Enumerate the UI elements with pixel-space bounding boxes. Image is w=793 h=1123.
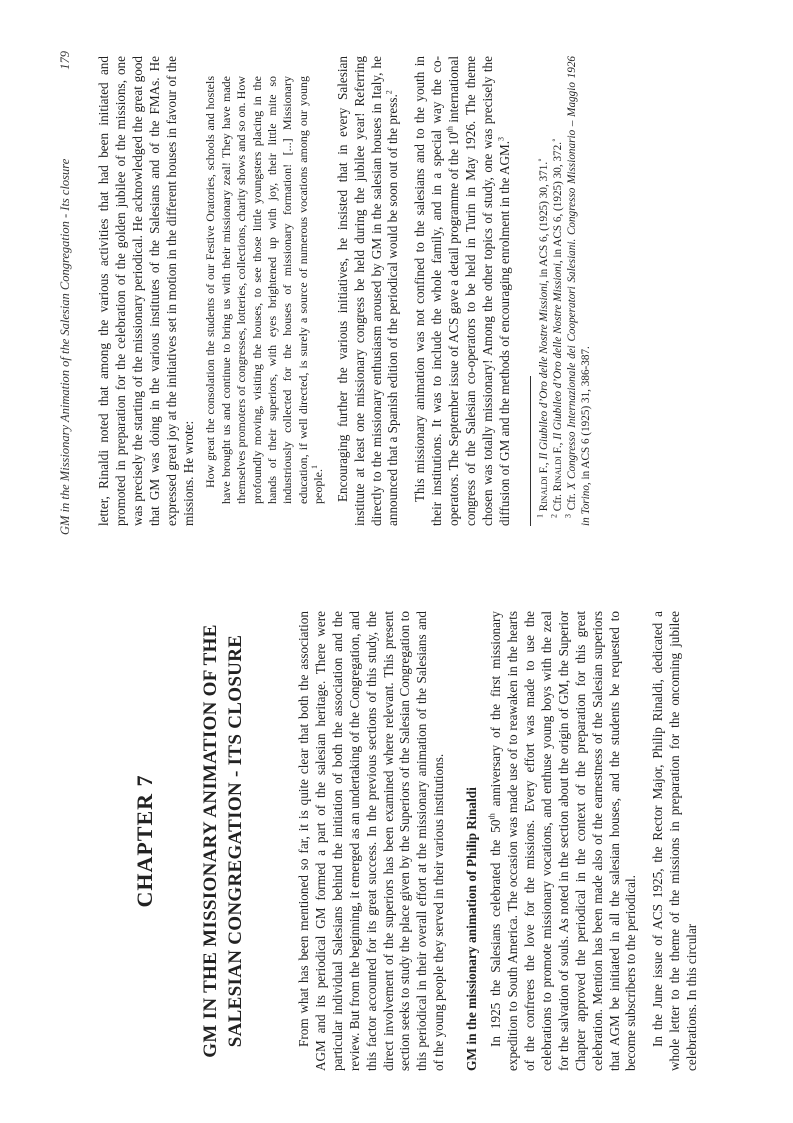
left-column xyxy=(60,611,701,1071)
footnote-3-prefix: Cfr. xyxy=(565,489,578,511)
chapter-title xyxy=(198,611,248,1071)
jubilee-sup: th xyxy=(487,813,497,820)
cooperators-footnote-ref: 3 xyxy=(496,136,506,141)
footnote-rule xyxy=(530,376,531,526)
footnote-3-num: 3 xyxy=(563,514,573,518)
quote-text: How great the consolation the students of our Festive Oratories, schools and hostels have brought us and continue to bring us with their missionary zeal! They have made themselves promoters of congresses, lotteries, collections, charity shows and so on. How profoundly moving, visiting the houses, to see those little youngsters placing in the hands of their superiors, with eyes brightened up with joy, their little mite so industriously collected for the houses of missionary formation! [...] Missionary education, if well directed, is surely a source of numerous vocations among our young people. xyxy=(203,76,326,504)
block-quote xyxy=(203,76,326,504)
footnote-2-title: Il Giubileo d’Oro delle Nostre Missioni xyxy=(551,263,564,440)
running-head-title: GM in the Missionary Animation of the Salesian Congregation - Its closure xyxy=(58,158,72,535)
footnote-3-title: X Congresso Internazionale dei Cooperatori Salesiani. Congresso Missionario – Maggio 1926 in Torino xyxy=(565,55,592,526)
footnote-2 xyxy=(551,56,565,526)
jubilee-text-b: anniversary of the first missionary expedition to South America. The occasion was made use of to reawaken in the hearts of the confreres the love for the missions. Every effort was made to use the celebrations to promote missionary vocations, and enthuse young boys with the zeal for the salvation of souls. As noted in the section about the origin of GM, the Superior Chapter approved the periodical in the context of the preparation for this great celebration. Mention has been made also of the earnestness of the Salesian superiors that AGM be initiated in all the salesian houses, and the students be requested to become subscribers to the periodical. xyxy=(488,611,639,1071)
chapter-title-line1: GM IN THE MISSIONARY ANIMATION OF THE xyxy=(200,624,221,1058)
encouraging-paragraph xyxy=(335,56,403,526)
footnote-1 xyxy=(537,56,551,526)
cooperators-sup: th xyxy=(445,126,455,133)
footnote-1-rest: , in ACS 6, (1925) 30, 371. xyxy=(537,161,550,284)
footnote-2-end: ˚ xyxy=(551,138,564,142)
page-number: 179 xyxy=(58,51,72,70)
footnote-1-title: Il Giubileo d’Oro delle Nostre Missioni xyxy=(537,283,550,460)
running-head xyxy=(58,51,73,535)
footnote-3 xyxy=(565,56,593,526)
cooperators-paragraph xyxy=(412,56,513,526)
footnote-2-rest: , in ACS 6, (1925) 30, 372. xyxy=(551,141,564,264)
chapter-title-line2: SALESIAN CONGREGATION - ITS CLOSURE xyxy=(225,634,246,1048)
footnote-2-author: Rinaldi F., xyxy=(551,442,564,492)
quote-footnote-ref: 1 xyxy=(310,465,320,469)
rinaldi-paragraph: letter, Rinaldi noted that among the various activities that had been initiated and promoted in preparation for the celebration of the golden jubilee of the missions, one was precisely the starting of the missionary periodical. He acknowledged the great good that GM was doing in the various institutes of the Salesians and of the FMAs. He expressed great joy at the initiatives set in motion in the different houses in favour of the missions. He wrote: xyxy=(96,56,196,526)
cooperators-text-a: This missionary animation was not confined to the salesians and to the youth in their institutions. It was to include the whole family, and in a special way the co-operators. The September issue of ACS gave a detail programme of the 10 xyxy=(412,56,462,526)
footnote-2-num: 2 xyxy=(549,514,559,518)
intro-paragraph: From what has been mentioned so far, it is quite clear that both the association AGM and its periodical GM formed a part of the salesian heritage. There were particular individual Salesians behind the initiation of both the association and the review. But from the beginning, it emerged as an undertaking of the Congregation, and this factor accounted for its great success. In the previous sections of this study, the direct involvement of the superiors has been examined where relevant. This present section seeks to study the place given by the Superiors of the Salesian Congregation to this periodical in their overall effort at the missionary animation of the Salesians and of the young people they served in their various institutions. xyxy=(296,611,447,1071)
jubilee-text-a: In 1925 the Salesians celebrated the 50 xyxy=(488,819,504,1047)
right-column xyxy=(96,56,593,526)
chapter-number: CHAPTER 7 xyxy=(132,774,157,908)
jubilee-paragraph xyxy=(488,611,640,1071)
footnote-3-rest: , in ACS 6 (1925) 31, 386-387. xyxy=(579,346,592,486)
encouraging-text: Encouraging further the various initiatives, he insisted that in every Salesian institute at least one missionary congress be held during the jubilee year! Referring directly to the missionary enthusiasm aroused by GM in the salesian houses in Italy, he announced that a Spanish edition of the periodical would be soon out of the press. xyxy=(334,56,401,526)
acs-paragraph: In the June issue of ACS 1925, the Rector Major, Philip Rinaldi, dedicated a whole letter to the theme of the missions in preparation for the oncoming jubilee celebrations. In this circular xyxy=(650,611,700,1071)
footnote-1-num: 1 xyxy=(535,514,545,518)
section-heading: GM in the missionary animation of Philip Rinaldi xyxy=(464,787,480,1071)
footnote-1-author: Rinaldi F., xyxy=(537,462,550,512)
footnote-1-end: ˚ xyxy=(537,158,550,162)
encouraging-footnote-ref: 2 xyxy=(385,90,395,95)
cooperators-text-b: international congress of the Salesian co-operators to be held in Turin in May 1926. The theme chosen was totally missionary! Among the other topics of study, one was precisely the diffusion of GM and the methods of encouraging enrolment in the AGM. xyxy=(446,56,512,526)
footnote-2-prefix: Cfr. xyxy=(551,491,564,512)
